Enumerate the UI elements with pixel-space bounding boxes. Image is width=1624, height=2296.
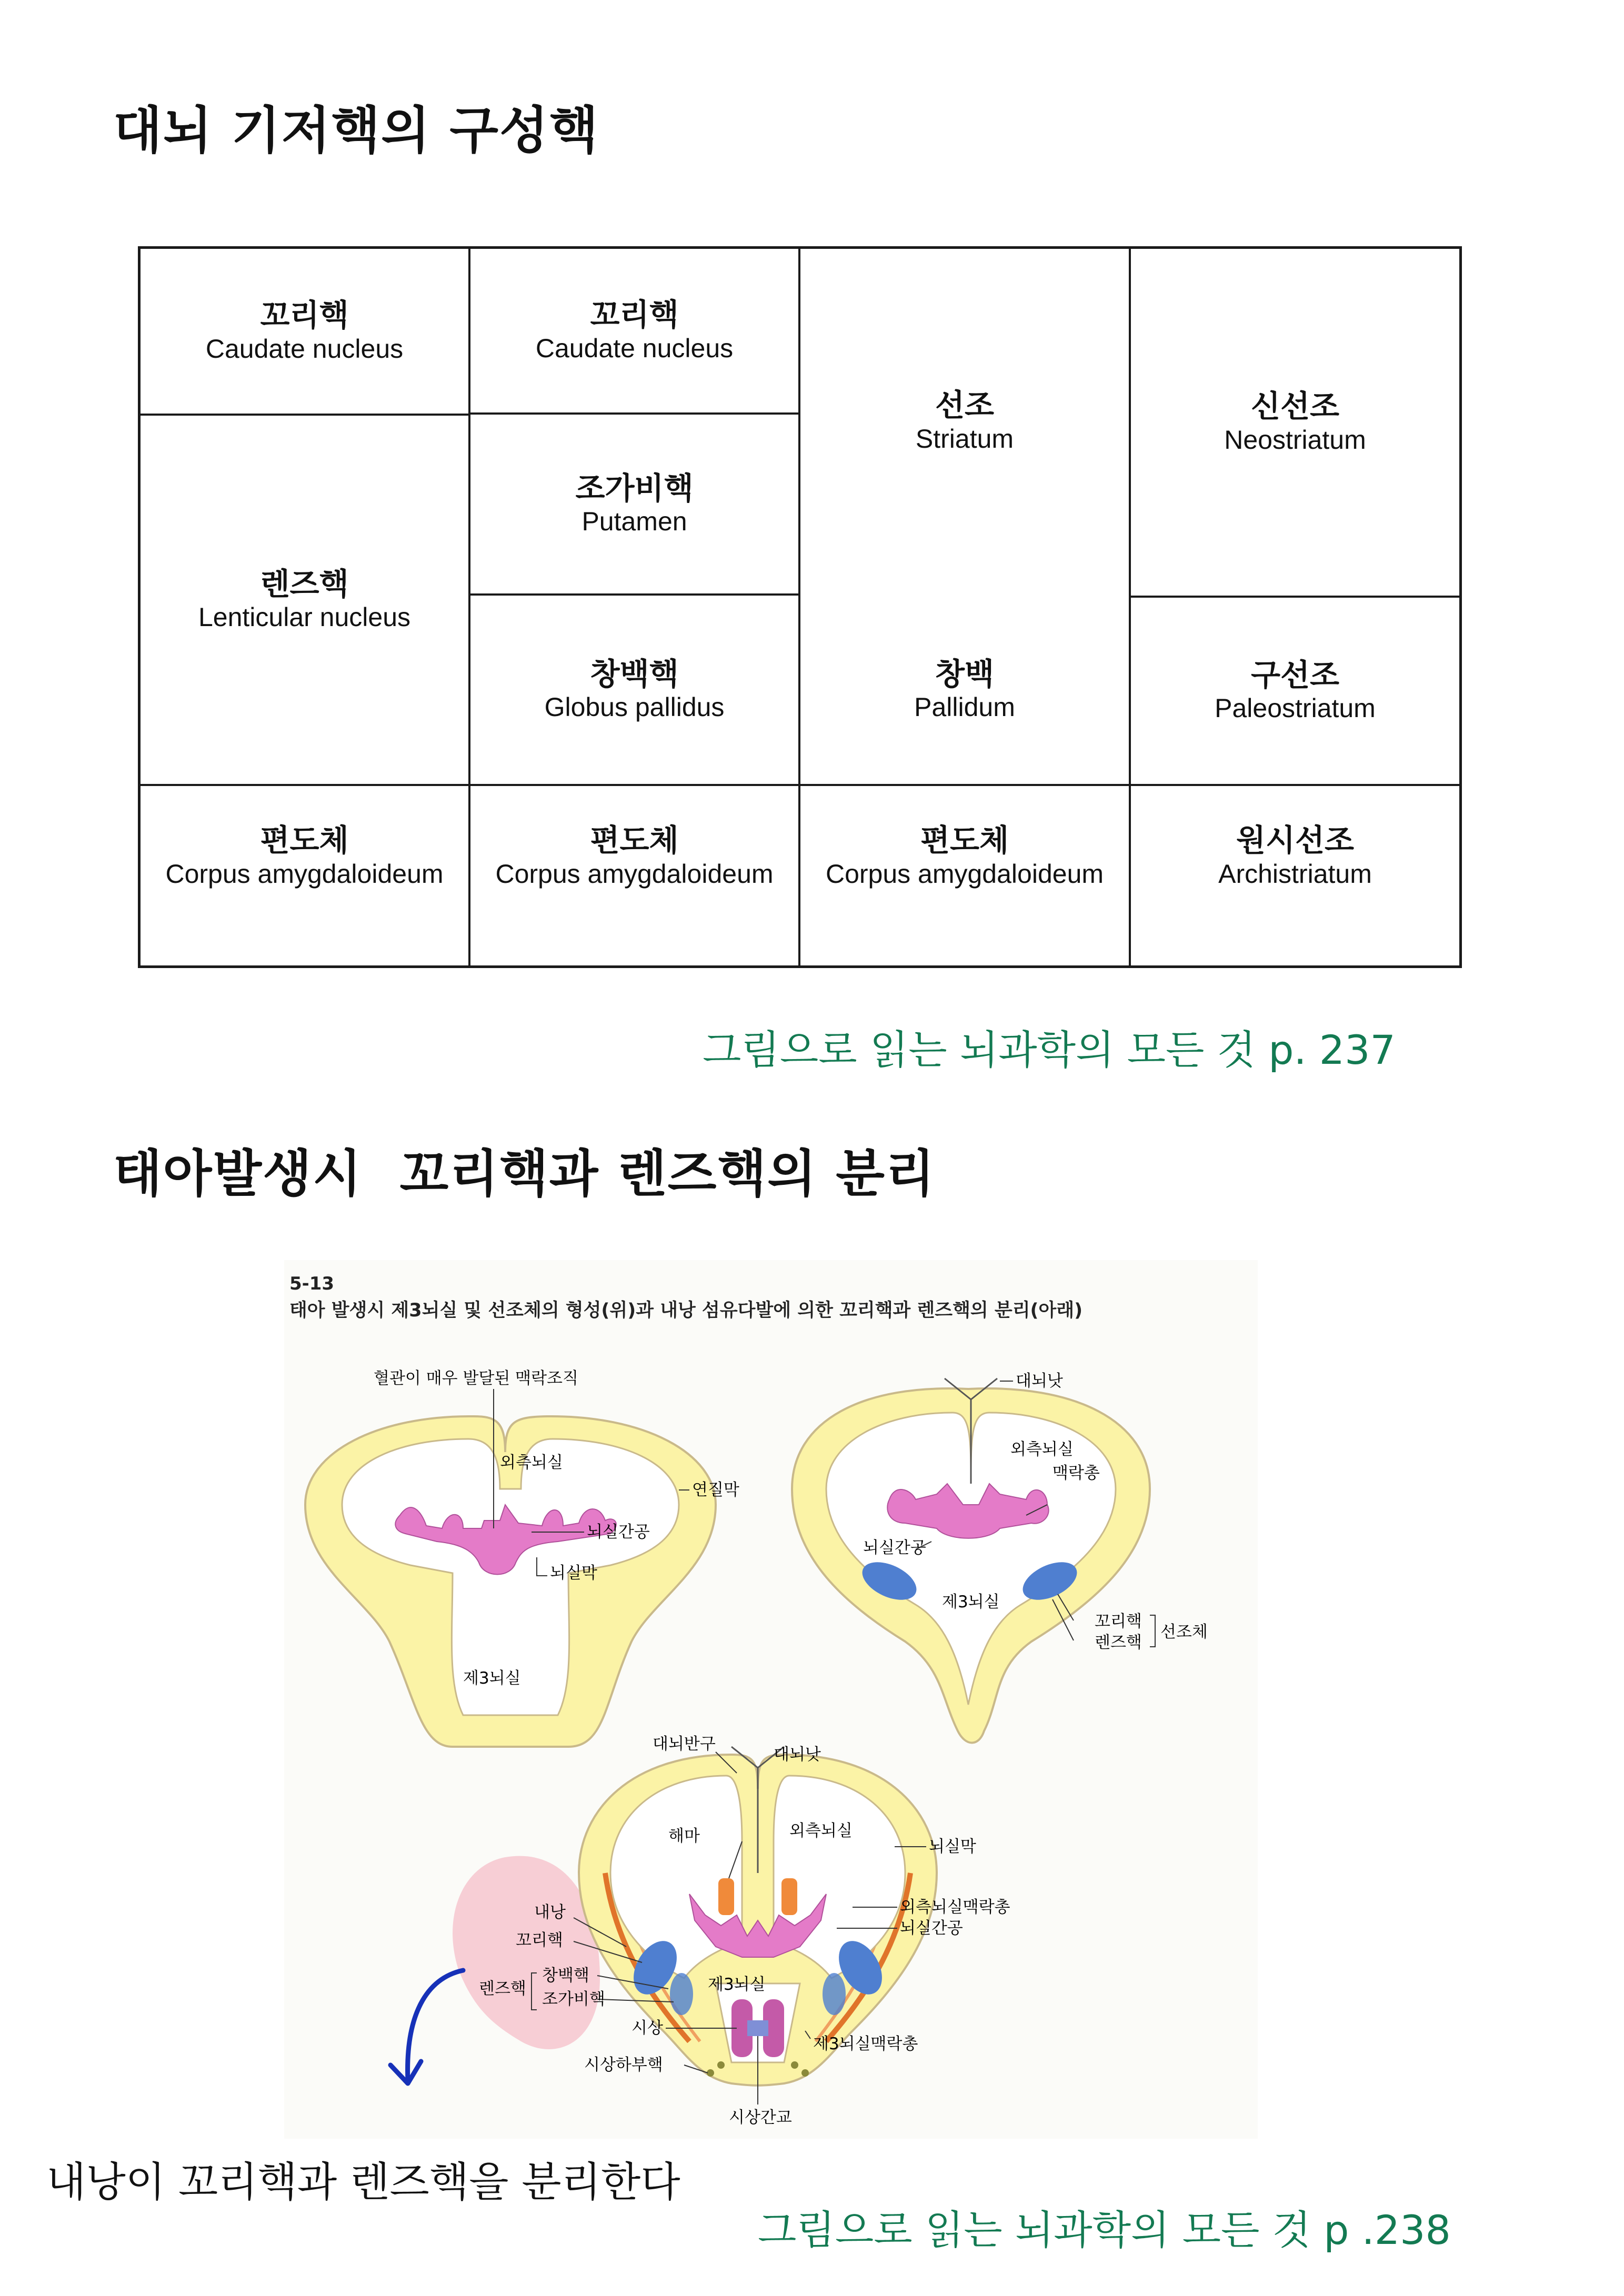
label-b-lentiform: 렌즈핵: [1095, 1633, 1142, 1652]
annotation-arrow: [390, 1970, 463, 2083]
label-a-third: 제3뇌실: [463, 1669, 521, 1688]
label-c-pallidus: 창백핵: [542, 1966, 589, 1985]
label-c-lateral: 외측뇌실: [789, 1821, 853, 1840]
label-c-foramen: 뇌실간공: [900, 1919, 963, 1938]
label-b-caudate: 꼬리핵: [1095, 1612, 1142, 1631]
cell-en: Lenticular nucleus: [198, 602, 411, 632]
label-a-lateral: 외측뇌실: [500, 1453, 563, 1472]
source-citation-2: 그림으로 읽는 뇌과학의 모든 것 p .238: [758, 2207, 1451, 2253]
label-c-hemisphere: 대뇌반구: [653, 1735, 716, 1754]
annotation-note: 내낭이 꼬리핵과 렌즈핵을 분리한다: [46, 2159, 680, 2206]
cell-ko: 렌즈핵: [260, 566, 349, 602]
cell-ko: 구선조: [1250, 657, 1340, 693]
cell-ko: 선조: [935, 387, 995, 424]
label-c-lat-plexus: 외측뇌실맥락총: [900, 1898, 1010, 1917]
diagram-b: [792, 1372, 1208, 1743]
figure-number: 5-13: [289, 1273, 335, 1294]
diagram-a: [305, 1369, 739, 1747]
label-b-foramen: 뇌실간공: [863, 1538, 926, 1557]
figure-caption: 태아 발생시 제3뇌실 및 선조체의 형성(위)과 내낭 섬유다발에 의한 꼬리핵과 렌즈핵의 분리(아래): [289, 1300, 1083, 1321]
cell-ko: 신선조: [1250, 388, 1340, 425]
cell-en: Globus pallidus: [544, 692, 725, 722]
cell-en: Pallidum: [914, 692, 1015, 722]
cell-en: Neostriatum: [1224, 425, 1366, 455]
diagram-c: [453, 1735, 1010, 2127]
cell-en: Corpus amygdaloideum: [825, 859, 1104, 889]
label-b-lateral: 외측뇌실: [1010, 1440, 1074, 1459]
cell-ko: 창백핵: [590, 656, 679, 692]
cell-ko: 창백: [935, 656, 995, 692]
label-a-ependyma: 뇌실막: [550, 1564, 597, 1583]
cell-ko: 조가비핵: [575, 470, 694, 506]
label-c-ependyma: 뇌실막: [929, 1837, 976, 1856]
cell-ko: 꼬리핵: [260, 297, 349, 334]
cell-ko: 원시선조: [1236, 822, 1355, 858]
label-c-third-plexus: 제3뇌실맥락총: [813, 2035, 918, 2053]
label-c-hippocampus: 해마: [668, 1827, 700, 1846]
label-a-plexus: 혈관이 매우 발달된 맥락조직: [374, 1369, 578, 1388]
cell-en: Caudate nucleus: [205, 334, 404, 364]
cell-en: Paleostriatum: [1215, 693, 1376, 723]
section1-title: 대뇌 기저핵의 구성핵: [113, 101, 599, 160]
cell-en: Corpus amygdaloideum: [165, 859, 444, 889]
label-b-third: 제3뇌실: [942, 1593, 1000, 1612]
label-b-striatum: 선조체: [1160, 1623, 1208, 1642]
label-a-pia: 연질막: [692, 1481, 739, 1499]
label-a-foramen: 뇌실간공: [587, 1523, 650, 1542]
cell-en: Caudate nucleus: [535, 333, 734, 363]
cell-ko: 꼬리핵: [590, 297, 679, 333]
cell-en: Corpus amygdaloideum: [495, 859, 774, 889]
label-b-fissure: 대뇌낫: [1016, 1372, 1063, 1391]
label-c-falx: 대뇌낫: [774, 1745, 821, 1764]
cell-ko: 편도체: [920, 822, 1009, 858]
label-c-third: 제3뇌실: [708, 1975, 766, 1994]
cell-en: Archistriatum: [1218, 859, 1372, 889]
label-c-adhesion: 시상간교: [729, 2108, 792, 2127]
label-c-thalamus: 시상: [631, 2019, 663, 2038]
label-c-hypothal: 시상하부핵: [584, 2056, 663, 2075]
cell-en: Putamen: [582, 507, 687, 537]
label-c-caudate: 꼬리핵: [516, 1931, 563, 1950]
source-citation-1: 그림으로 읽는 뇌과학의 모든 것 p. 237: [703, 1026, 1396, 1073]
label-c-putamen: 조가비핵: [542, 1990, 605, 2009]
cell-ko: 편도체: [260, 822, 349, 858]
section2-title: 태아발생시 꼬리핵과 렌즈핵의 분리: [113, 1144, 936, 1203]
label-c-lentiform: 렌즈핵: [479, 1979, 526, 1998]
cell-ko: 편도체: [590, 822, 679, 858]
cell-en: Striatum: [915, 424, 1014, 454]
label-c-capsule: 내낭: [534, 1903, 566, 1922]
label-b-plexus: 맥락총: [1052, 1464, 1100, 1483]
